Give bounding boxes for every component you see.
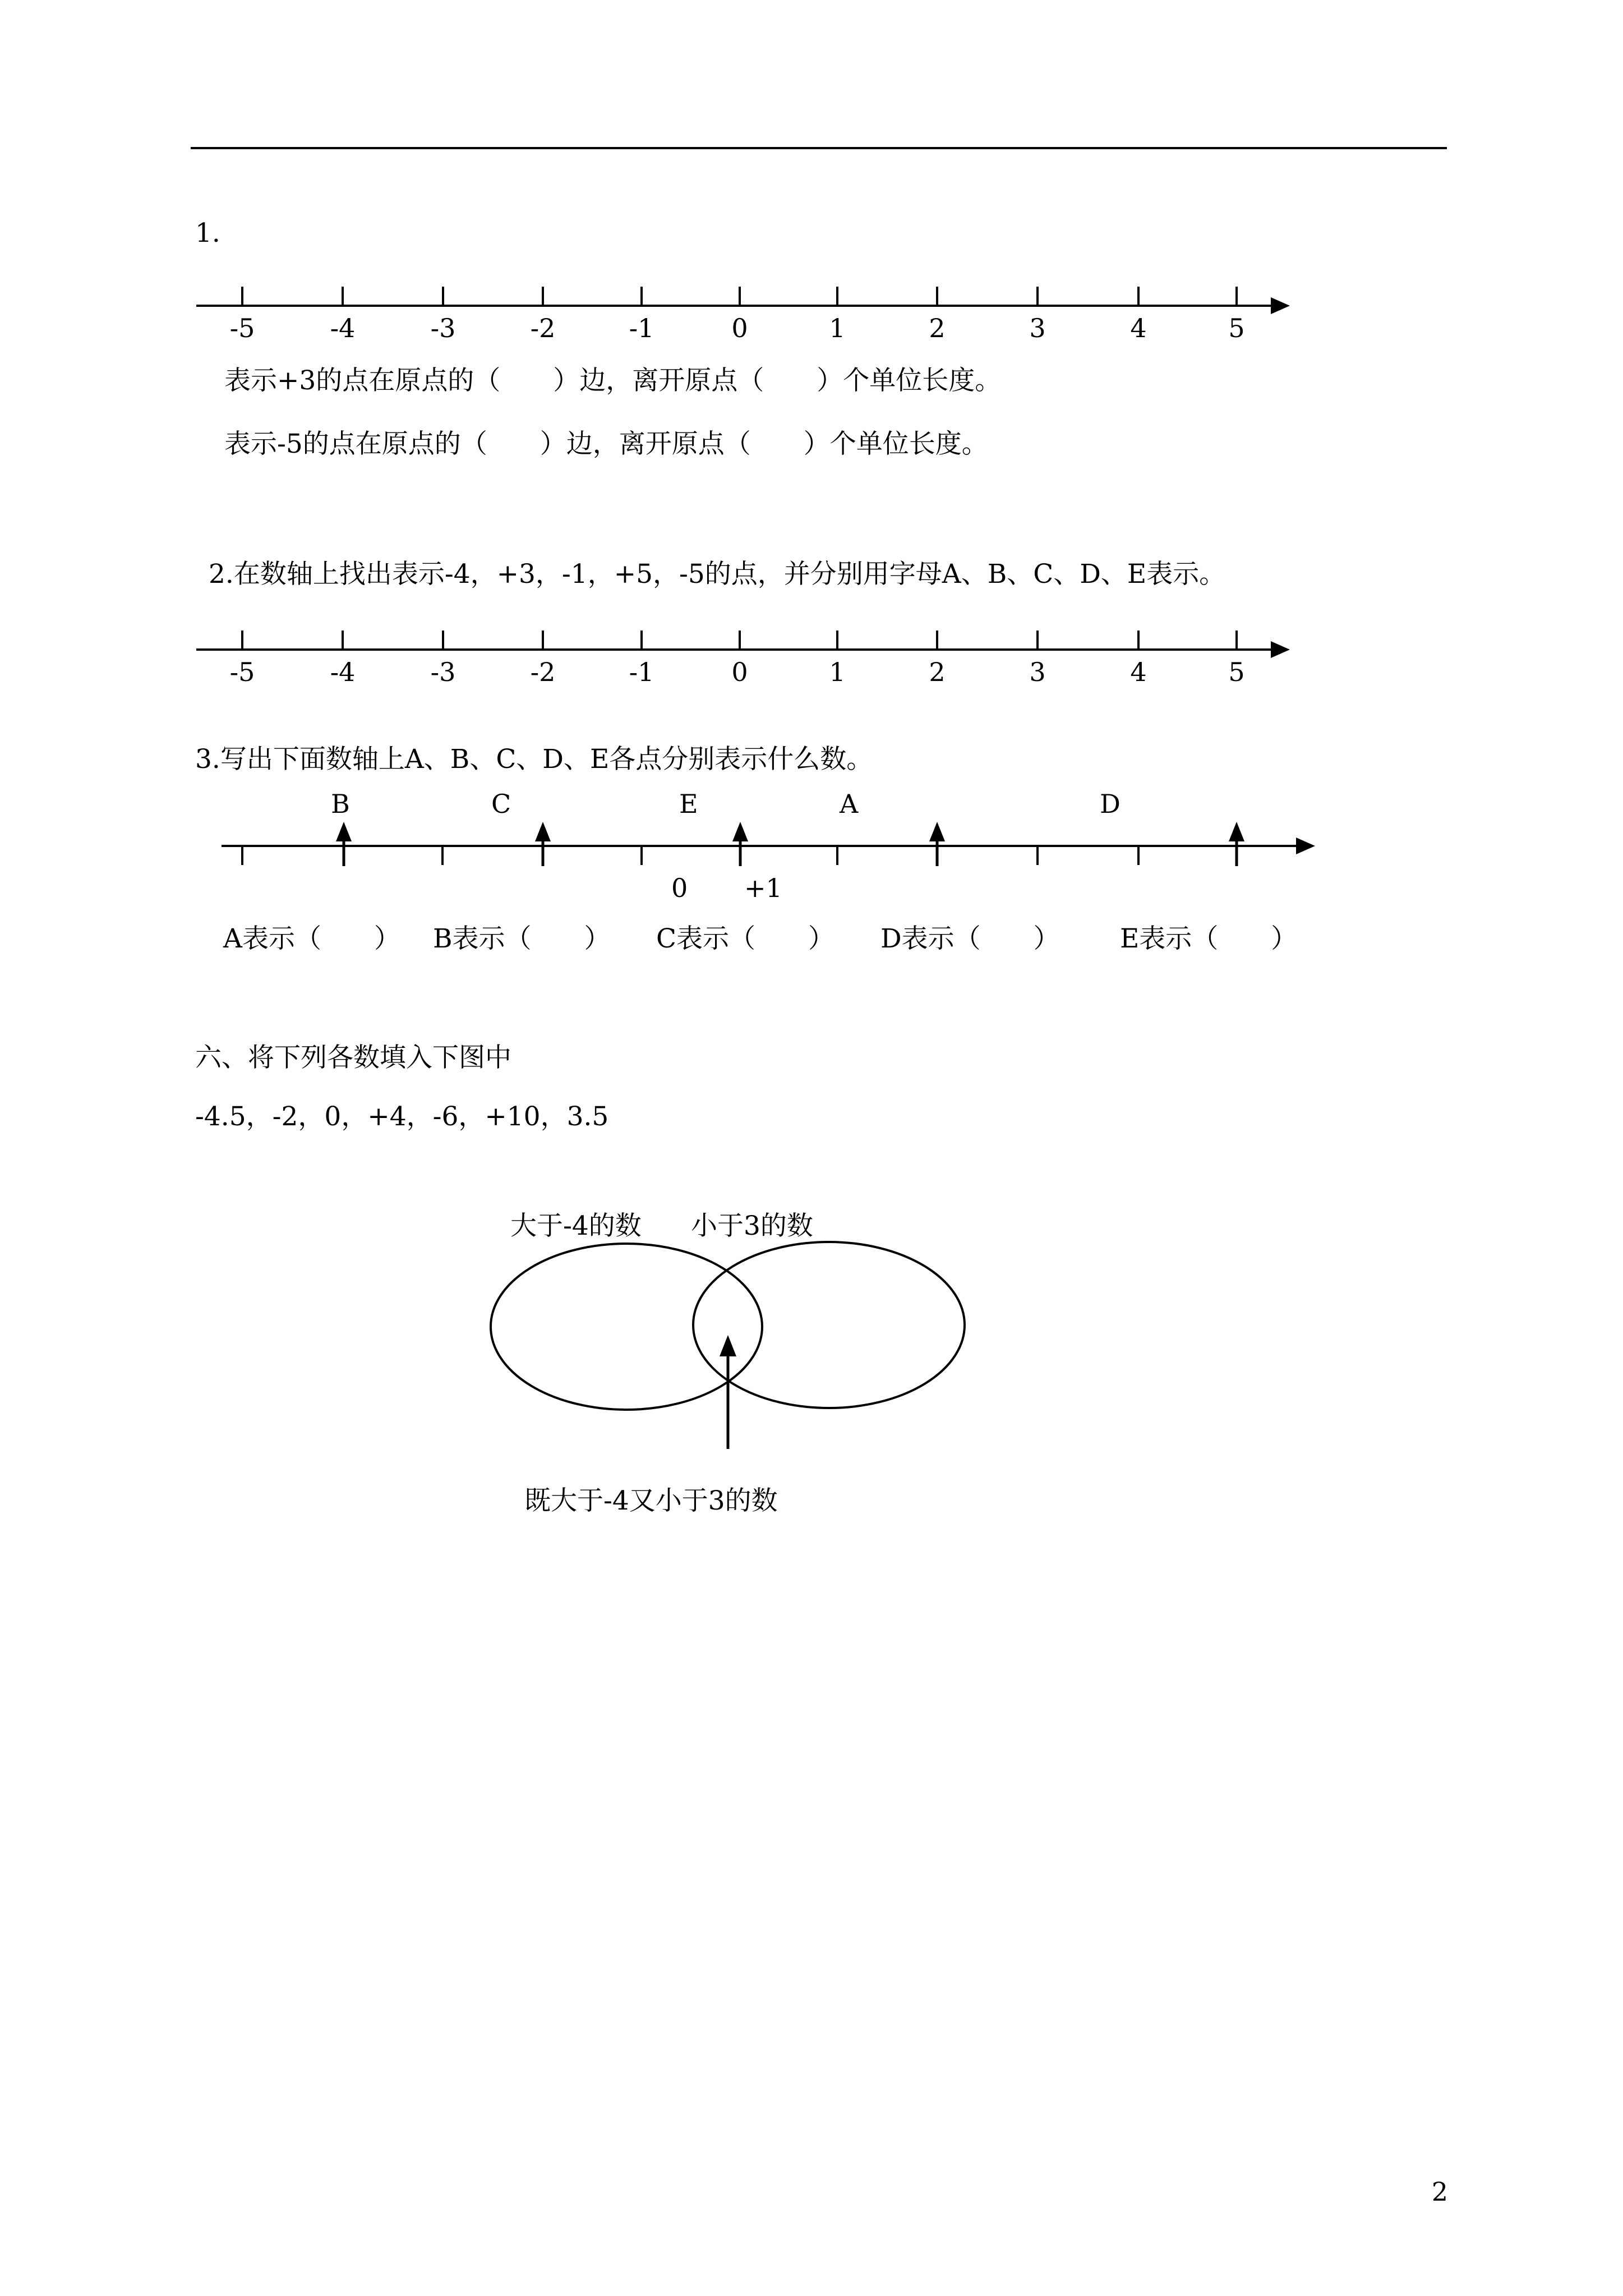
q1-tick-label: 3 (1029, 313, 1046, 343)
q1-tick-label: -3 (430, 313, 456, 343)
q2-tick-label: 1 (829, 657, 846, 687)
q2-tick-label: 5 (1228, 657, 1245, 687)
q3-answer-c: C表示（ ） (656, 923, 834, 954)
page-number: 2 (1431, 2177, 1448, 2207)
q3-answer-e: E表示（ ） (1120, 923, 1298, 954)
q2-tick-label: 4 (1130, 657, 1147, 687)
q3-point-label: C (491, 789, 511, 819)
venn-pointer-arrowhead (720, 1335, 736, 1356)
q2-tick-label: 2 (929, 657, 946, 687)
q6-title: 六、将下列各数填入下图中 (195, 1042, 511, 1073)
q3-answer-d: D表示（ ） (880, 923, 1060, 954)
q2-tick-label: -2 (530, 657, 556, 687)
q1-tick-label: -5 (229, 313, 255, 343)
q2-tick-label: -5 (229, 657, 255, 687)
q1-tick-label: -2 (530, 313, 556, 343)
q2-tick-label: -1 (629, 657, 654, 687)
q1-tick-label: -4 (330, 313, 356, 343)
q3-answer-a: A表示（ ） (223, 923, 400, 954)
q1-tick-label: 0 (731, 313, 748, 343)
q3-point-label: D (1100, 789, 1121, 819)
q1-tick-label: -1 (629, 313, 654, 343)
q1-label: 1. (195, 218, 220, 249)
q1-tick-label: 2 (929, 313, 946, 343)
q3-text: 3.写出下面数轴上A、B、C、D、E各点分别表示什么数。 (195, 744, 873, 775)
venn-right-ellipse (693, 1242, 965, 1408)
q3-tick-label-0: 0 (671, 873, 688, 903)
venn-left-ellipse (491, 1244, 762, 1410)
venn-overlap-label: 既大于-4又小于3的数 (524, 1485, 778, 1516)
q3-point-label: A (840, 789, 859, 819)
q2-tick-label: -3 (430, 657, 456, 687)
q2-tick-label: 0 (731, 657, 748, 687)
q3-point-label: E (679, 789, 698, 819)
q1-line1: 表示+3的点在原点的（ ）边，离开原点（ ）个单位长度。 (224, 365, 1002, 396)
q1-tick-label: 1 (829, 313, 846, 343)
q1-line2: 表示-5的点在原点的（ ）边，离开原点（ ）个单位长度。 (224, 429, 988, 459)
q3-tick-label-plus1: +1 (744, 873, 782, 903)
q6-numbers: -4.5，-2，0，+4，-6，+10，3.5 (195, 1101, 609, 1132)
q2-text: 2.在数轴上找出表示-4，+3，-1，+5，-5的点，并分别用字母A、B、C、D、E表示。 (209, 559, 1226, 590)
q2-tick-label: 3 (1029, 657, 1046, 687)
venn-right-label: 小于3的数 (691, 1211, 813, 1241)
q2-tick-label: -4 (330, 657, 356, 687)
q3-answer-b: B表示（ ） (433, 923, 611, 954)
venn-left-label: 大于-4的数 (510, 1211, 642, 1241)
q1-tick-label: 4 (1130, 313, 1147, 343)
q1-tick-label: 5 (1228, 313, 1245, 343)
q3-point-label: B (331, 789, 350, 819)
